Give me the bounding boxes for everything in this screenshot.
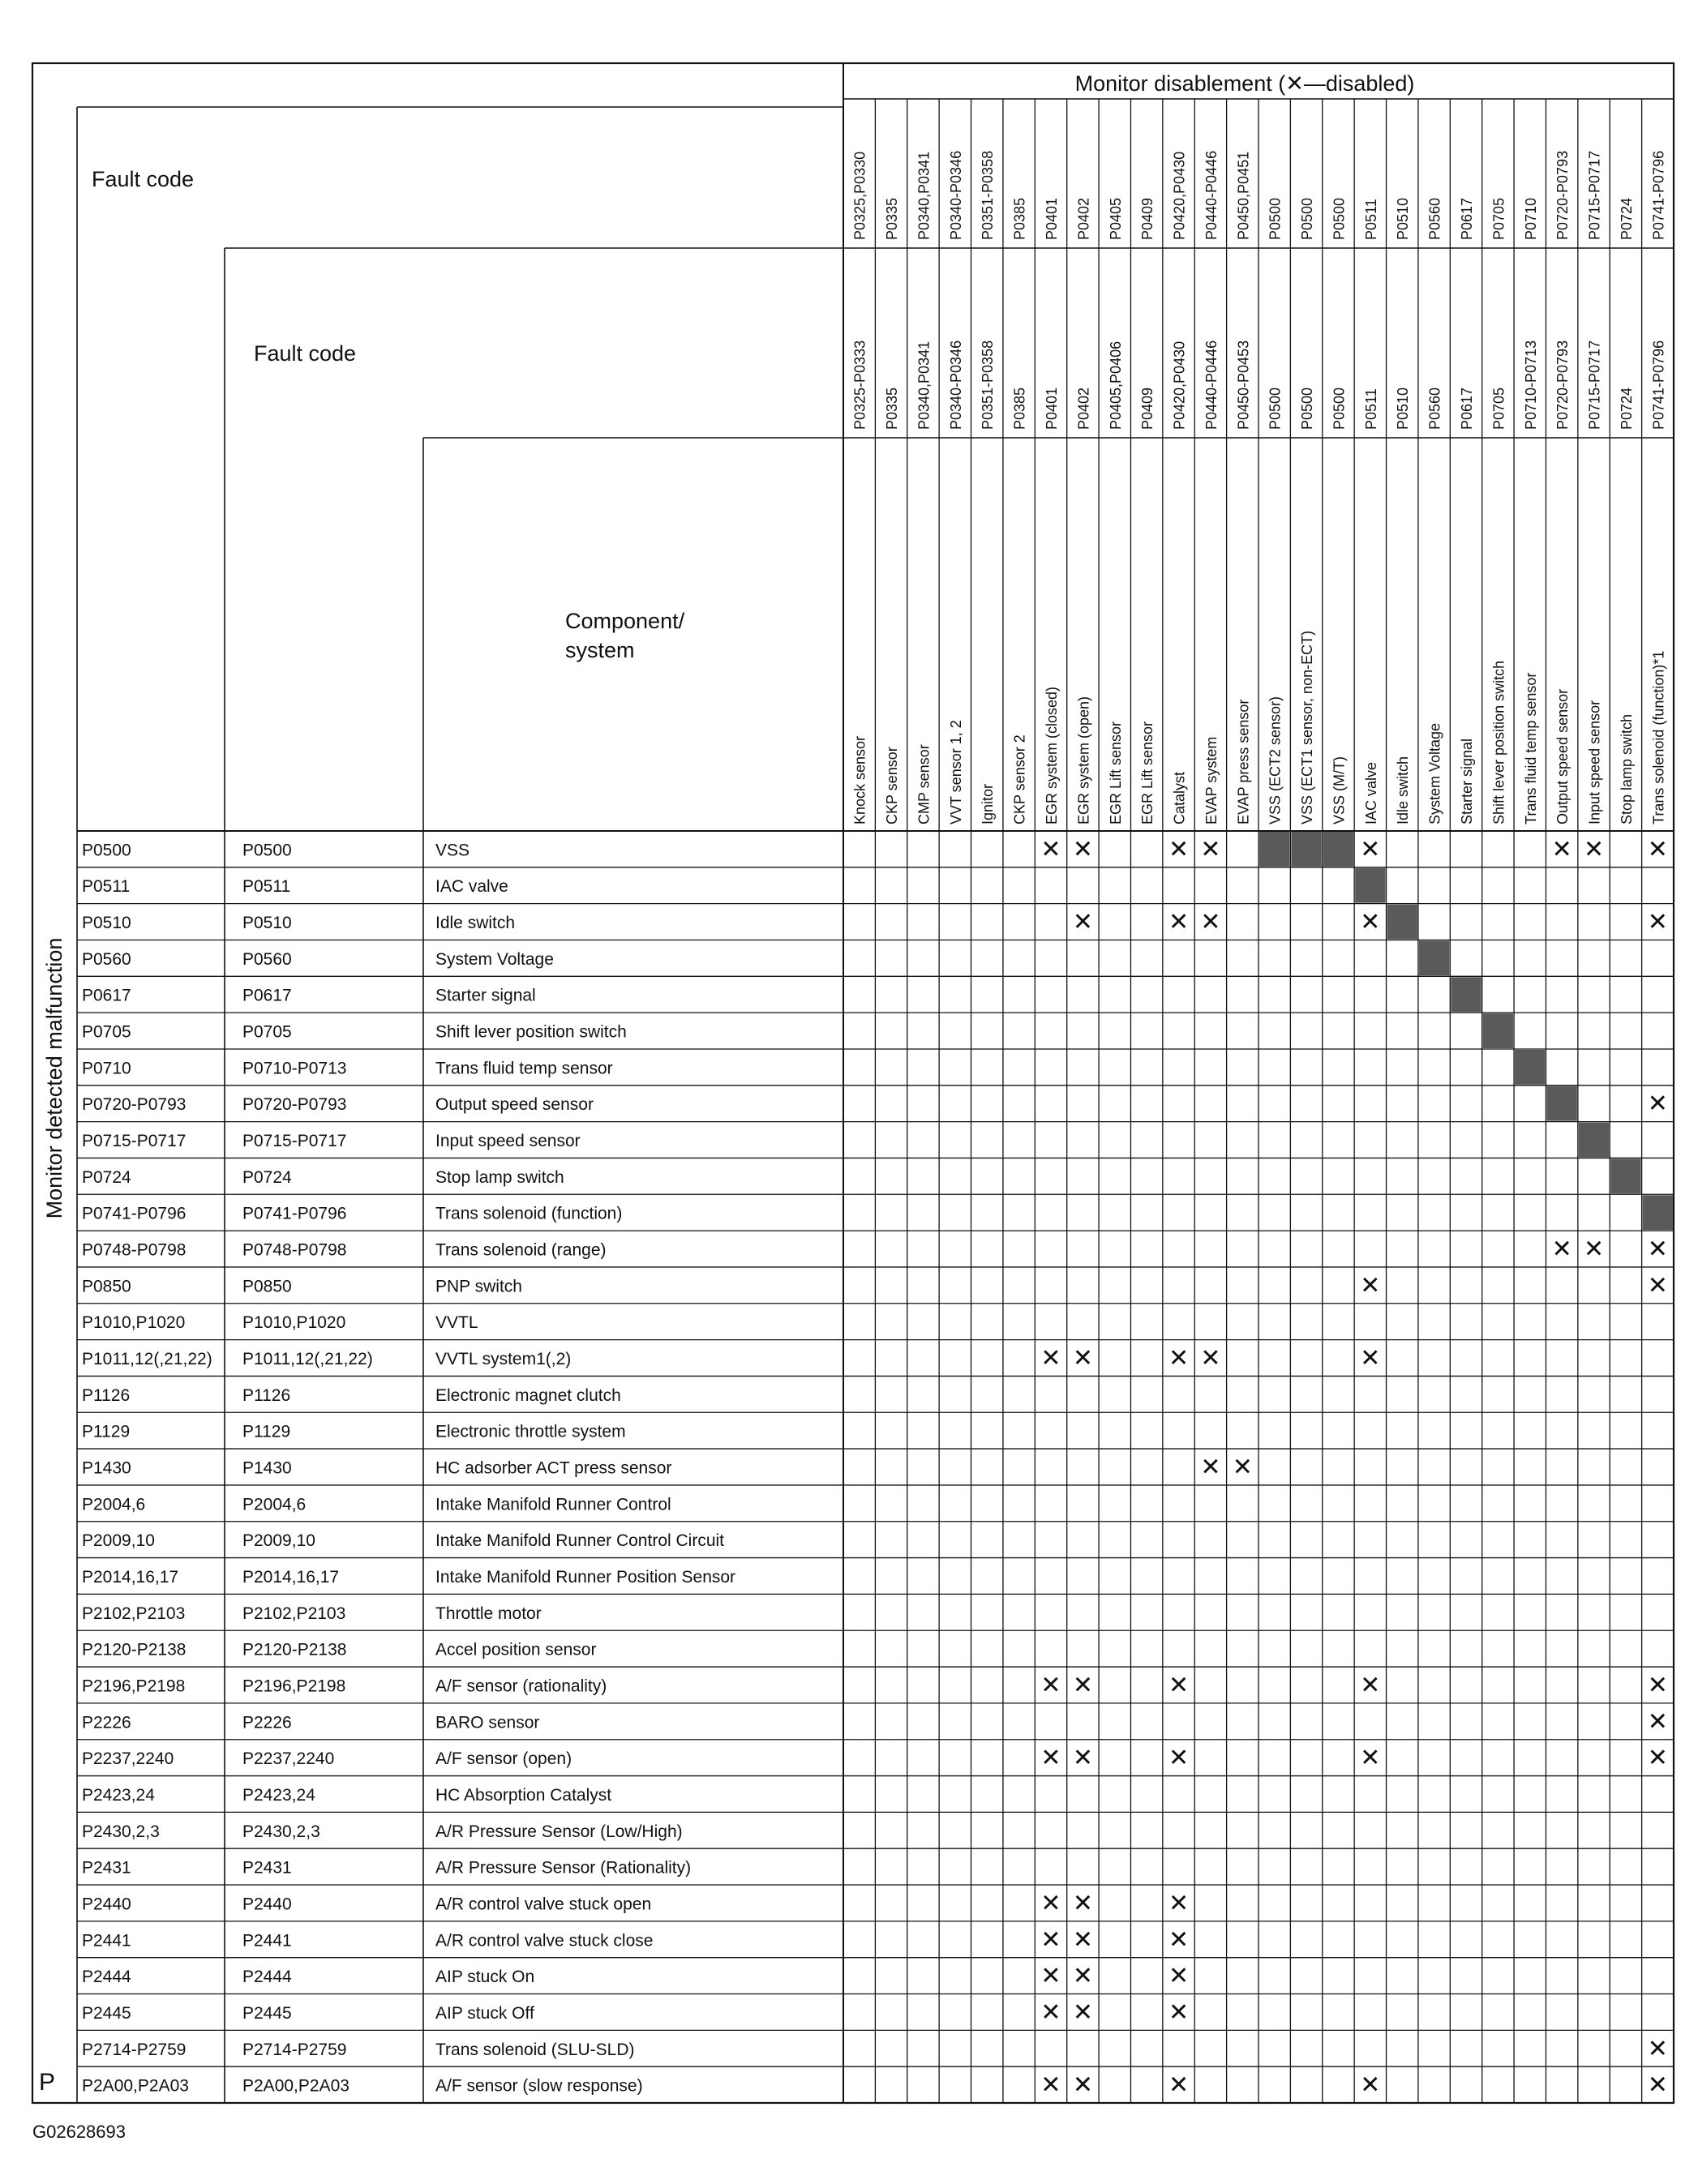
row-fault-code-1: P1126 <box>82 1385 131 1405</box>
column-component-name: CKP sensor <box>884 747 901 824</box>
row-component: Output speed sensor <box>435 1095 594 1115</box>
disabled-mark: ✕ <box>1072 2071 1093 2099</box>
disabled-mark: ✕ <box>1040 1926 1061 1954</box>
column-code-mid: P0340-P0346 <box>947 340 964 430</box>
disabled-mark: ✕ <box>1072 909 1093 936</box>
column-code-mid: P0500 <box>1331 387 1348 430</box>
row-component: HC adsorber ACT press sensor <box>435 1458 672 1478</box>
column-code-mid: P0351-P0358 <box>980 340 997 430</box>
disabled-mark: ✕ <box>1647 1272 1668 1300</box>
disabled-mark: ✕ <box>1168 1890 1190 1917</box>
column-code-top: P0617 <box>1459 197 1475 240</box>
shaded-cell <box>1579 1123 1609 1158</box>
disabled-mark: ✕ <box>1072 1998 1093 2026</box>
column-code-mid: P0450-P0453 <box>1235 340 1252 430</box>
fault-code-header-mid: Fault code <box>254 341 357 366</box>
disabled-mark: ✕ <box>1072 1745 1093 1772</box>
column-component-name: VVT sensor 1, 2 <box>947 720 964 824</box>
row-component: Input speed sensor <box>435 1132 581 1151</box>
shaded-cell <box>1515 1050 1545 1085</box>
image-id-label: G02628693 <box>32 2122 126 2142</box>
column-component-name: Knock sensor <box>851 735 868 824</box>
row-fault-code-2: P2102,P2103 <box>242 1604 346 1623</box>
column-code-top: P0351-P0358 <box>980 150 997 240</box>
row-fault-code-1: P1430 <box>82 1458 131 1478</box>
row-fault-code-1: P2423,24 <box>82 1785 155 1805</box>
column-component-name: CKP sensor 2 <box>1011 734 1028 824</box>
disabled-mark: ✕ <box>1647 1090 1668 1118</box>
column-code-mid: P0705 <box>1490 387 1507 430</box>
row-fault-code-2: P2237,2240 <box>242 1749 335 1769</box>
row-component: PNP switch <box>435 1277 522 1296</box>
row-component: A/F sensor (slow response) <box>435 2076 643 2096</box>
row-fault-code-2: P2714-P2759 <box>242 2040 347 2059</box>
column-code-top: P0340,P0341 <box>915 151 933 240</box>
row-fault-code-1: P0510 <box>82 914 131 933</box>
disabled-mark: ✕ <box>1583 836 1605 863</box>
row-fault-code-1: P0720-P0793 <box>82 1095 187 1115</box>
disabled-mark: ✕ <box>1072 1926 1093 1954</box>
row-component: A/R Pressure Sensor (Low/High) <box>435 1822 683 1841</box>
row-fault-code-1: P1129 <box>82 1422 131 1441</box>
row-component: Electronic throttle system <box>435 1422 626 1441</box>
row-fault-code-1: P0511 <box>82 877 131 897</box>
row-fault-code-2: P0748-P0798 <box>242 1240 347 1260</box>
disabled-mark: ✕ <box>1232 1454 1253 1481</box>
column-component-name: Ignitor <box>980 783 997 824</box>
disabled-mark: ✕ <box>1040 1998 1061 2026</box>
row-fault-code-1: P2009,10 <box>82 1531 155 1551</box>
column-component-name: EVAP press sensor <box>1235 699 1252 824</box>
row-fault-code-2: P2445 <box>242 2003 292 2023</box>
disabled-mark: ✕ <box>1647 1672 1668 1699</box>
component-system-header-line1: Component/ <box>565 609 685 633</box>
row-component: Starter signal <box>435 986 536 1005</box>
row-component: Intake Manifold Runner Position Sensor <box>435 1567 736 1587</box>
disabled-mark: ✕ <box>1647 1708 1668 1736</box>
row-component: Accel position sensor <box>435 1640 597 1659</box>
row-component: AIP stuck Off <box>435 2003 534 2023</box>
disabled-mark: ✕ <box>1040 1672 1061 1699</box>
row-fault-code-1: P2226 <box>82 1713 131 1732</box>
row-fault-code-2: P0560 <box>242 949 292 969</box>
row-fault-code-2: P0710-P0713 <box>242 1059 347 1078</box>
row-component: VSS <box>435 841 470 860</box>
row-fault-code-1: P0617 <box>82 986 131 1005</box>
row-fault-code-2: P2120-P2138 <box>242 1640 347 1659</box>
disabled-mark: ✕ <box>1360 1672 1381 1699</box>
row-fault-code-1: P2430,2,3 <box>82 1822 160 1841</box>
column-code-top: P0450,P0451 <box>1235 151 1252 240</box>
disabled-mark: ✕ <box>1647 1745 1668 1772</box>
disabled-mark: ✕ <box>1551 836 1572 863</box>
row-fault-code-1: P0748-P0798 <box>82 1240 187 1260</box>
shaded-cell <box>1610 1158 1640 1193</box>
disabled-mark: ✕ <box>1200 1345 1221 1372</box>
column-code-top: P0510 <box>1395 197 1412 240</box>
shaded-cell <box>1387 905 1417 940</box>
disabled-mark: ✕ <box>1647 2035 1668 2062</box>
row-fault-code-1: P2431 <box>82 1858 131 1878</box>
shaded-cell <box>1323 832 1353 867</box>
column-code-mid: P0710-P0713 <box>1522 340 1539 430</box>
column-code-top: P0409 <box>1139 197 1156 240</box>
column-component-name: EGR system (open) <box>1075 696 1092 824</box>
row-fault-code-2: P2441 <box>242 1931 292 1951</box>
column-code-mid: P0560 <box>1426 387 1443 430</box>
row-component: A/R Pressure Sensor (Rationality) <box>435 1858 692 1878</box>
row-fault-code-1: P0705 <box>82 1022 131 1042</box>
row-component: Shift lever position switch <box>435 1022 627 1042</box>
row-fault-code-1: P2445 <box>82 2003 131 2023</box>
row-component: Trans solenoid (range) <box>435 1240 607 1260</box>
column-code-top: P0715-P0717 <box>1586 150 1603 240</box>
corner-mark: P <box>39 2069 56 2096</box>
column-code-mid: P0500 <box>1267 387 1284 430</box>
row-component: HC Absorption Catalyst <box>435 1785 612 1805</box>
column-code-top: P0325,P0330 <box>851 151 868 240</box>
column-component-name: EVAP system <box>1203 736 1220 824</box>
column-component-name: Output speed sensor <box>1554 688 1572 824</box>
row-component: Intake Manifold Runner Control Circuit <box>435 1531 724 1551</box>
row-fault-code-2: P0617 <box>242 986 292 1005</box>
column-code-top: P0405 <box>1107 197 1124 240</box>
column-code-top: P0560 <box>1426 197 1443 240</box>
row-fault-code-1: P0560 <box>82 949 131 969</box>
row-fault-code-1: P0724 <box>82 1167 131 1187</box>
disabled-mark: ✕ <box>1647 836 1668 863</box>
disabled-mark: ✕ <box>1360 1345 1381 1372</box>
column-code-mid: P0720-P0793 <box>1554 340 1572 430</box>
row-fault-code-1: P0710 <box>82 1059 131 1078</box>
row-fault-code-2: P2226 <box>242 1713 292 1732</box>
column-component-name: VSS (ECT1 sensor, non-ECT) <box>1299 630 1316 824</box>
row-component: A/R control valve stuck open <box>435 1895 652 1914</box>
row-fault-code-1: P2440 <box>82 1895 131 1914</box>
row-component: Throttle motor <box>435 1604 542 1623</box>
disabled-mark: ✕ <box>1168 1745 1190 1772</box>
disabled-mark: ✕ <box>1360 1272 1381 1300</box>
row-fault-code-2: P1430 <box>242 1458 292 1478</box>
column-code-mid: P0340,P0341 <box>915 340 933 430</box>
row-component: BARO sensor <box>435 1713 540 1732</box>
shaded-cell <box>1259 832 1289 867</box>
row-fault-code-1: P2A00,P2A03 <box>82 2076 189 2096</box>
fault-code-header-top: Fault code <box>92 167 195 191</box>
disabled-mark: ✕ <box>1040 836 1061 863</box>
column-component-name: VSS (ECT2 sensor) <box>1267 696 1284 824</box>
row-fault-code-1: P1010,P1020 <box>82 1313 186 1333</box>
column-code-mid: P0741-P0796 <box>1650 340 1667 430</box>
disabled-mark: ✕ <box>1168 1672 1190 1699</box>
column-code-mid: P0420,P0430 <box>1171 340 1188 430</box>
row-fault-code-1: P2014,16,17 <box>82 1567 179 1587</box>
disabled-mark: ✕ <box>1168 909 1190 936</box>
disabled-mark: ✕ <box>1168 1345 1190 1372</box>
column-component-name: Trans fluid temp sensor <box>1522 672 1539 824</box>
column-code-mid: P0724 <box>1618 387 1635 430</box>
monitor-disablement-heading: Monitor disablement (✕—disabled) <box>1074 71 1415 96</box>
column-code-top: P0720-P0793 <box>1554 150 1572 240</box>
disabled-mark: ✕ <box>1647 909 1668 936</box>
row-component: VVTL system1(,2) <box>435 1350 572 1369</box>
row-component: VVTL <box>435 1313 478 1333</box>
disabled-mark: ✕ <box>1168 2071 1190 2099</box>
shaded-cell <box>1419 940 1449 975</box>
row-fault-code-1: P0850 <box>82 1277 131 1296</box>
row-fault-code-1: P0500 <box>82 841 131 860</box>
row-component: Trans solenoid (function) <box>435 1204 623 1223</box>
disabled-mark: ✕ <box>1040 1745 1061 1772</box>
disabled-mark: ✕ <box>1168 1926 1190 1954</box>
disabled-mark: ✕ <box>1551 1235 1572 1263</box>
row-fault-code-2: P2014,16,17 <box>242 1567 340 1587</box>
row-component: IAC valve <box>435 877 508 897</box>
row-component: Trans fluid temp sensor <box>435 1059 613 1078</box>
row-component: Stop lamp switch <box>435 1167 564 1187</box>
column-code-top: P0705 <box>1490 197 1507 240</box>
row-fault-code-2: P2444 <box>242 1968 292 1987</box>
column-code-mid: P0617 <box>1459 387 1475 430</box>
column-code-mid: P0335 <box>884 387 901 430</box>
disabled-mark: ✕ <box>1360 909 1381 936</box>
disabled-mark: ✕ <box>1040 1963 1061 1990</box>
column-code-mid: P0325-P0333 <box>851 340 868 430</box>
column-component-name: System Voltage <box>1426 722 1443 824</box>
row-fault-code-2: P1129 <box>242 1422 291 1441</box>
column-code-mid: P0715-P0717 <box>1586 340 1603 430</box>
disabled-mark: ✕ <box>1200 909 1221 936</box>
component-system-header-line2: system <box>565 638 635 662</box>
row-fault-code-2: P1011,12(,21,22) <box>242 1350 373 1369</box>
column-component-name: EGR system (closed) <box>1044 686 1060 824</box>
disabled-mark: ✕ <box>1360 2071 1381 2099</box>
row-component: Intake Manifold Runner Control <box>435 1495 671 1514</box>
row-fault-code-2: P2430,2,3 <box>242 1822 320 1841</box>
row-component: A/F sensor (open) <box>435 1749 572 1769</box>
column-code-mid: P0401 <box>1044 387 1060 430</box>
column-code-mid: P0405,P0406 <box>1107 340 1124 430</box>
row-fault-code-1: P2444 <box>82 1968 131 1987</box>
row-fault-code-2: P2431 <box>242 1858 292 1878</box>
column-code-top: P0340-P0346 <box>947 150 964 240</box>
column-code-top: P0385 <box>1011 197 1028 240</box>
disabled-mark: ✕ <box>1200 836 1221 863</box>
column-code-top: P0511 <box>1362 199 1379 240</box>
column-code-top: P0500 <box>1267 197 1284 240</box>
column-component-name: Idle switch <box>1395 756 1412 824</box>
column-code-top: P0500 <box>1331 197 1348 240</box>
row-fault-code-2: P0724 <box>242 1167 292 1187</box>
column-component-name: VSS (M/T) <box>1331 756 1348 824</box>
disabled-mark: ✕ <box>1583 1235 1605 1263</box>
disabled-mark: ✕ <box>1168 836 1190 863</box>
disabled-mark: ✕ <box>1647 1235 1668 1263</box>
disabled-mark: ✕ <box>1040 1890 1061 1917</box>
column-code-top: P0420,P0430 <box>1171 151 1188 240</box>
disabled-mark: ✕ <box>1072 836 1093 863</box>
column-component-name: Stop lamp switch <box>1618 713 1635 824</box>
column-component-name: Trans solenoid (function)*1 <box>1650 650 1667 824</box>
row-fault-code-2: P2423,24 <box>242 1785 315 1805</box>
row-fault-code-2: P0720-P0793 <box>242 1095 347 1115</box>
row-fault-code-2: P0850 <box>242 1277 292 1296</box>
disabled-mark: ✕ <box>1072 1345 1093 1372</box>
row-fault-code-2: P0510 <box>242 914 292 933</box>
row-fault-code-2: P1010,P1020 <box>242 1313 346 1333</box>
row-fault-code-1: P2714-P2759 <box>82 2040 187 2059</box>
row-fault-code-1: P2237,2240 <box>82 1749 174 1769</box>
column-code-top: P0402 <box>1075 197 1092 240</box>
column-component-name: Input speed sensor <box>1586 700 1603 824</box>
shaded-cell <box>1643 1195 1673 1230</box>
column-code-top: P0724 <box>1618 197 1635 240</box>
column-code-mid: P0402 <box>1075 387 1092 430</box>
disabled-mark: ✕ <box>1168 1998 1190 2026</box>
shaded-cell <box>1451 977 1481 1012</box>
disabled-mark: ✕ <box>1072 1890 1093 1917</box>
row-fault-code-2: P2440 <box>242 1895 292 1914</box>
column-code-top: P0500 <box>1299 197 1316 240</box>
row-fault-code-2: P2196,P2198 <box>242 1677 346 1696</box>
shaded-cell <box>1355 868 1385 903</box>
column-code-top: P0335 <box>884 197 901 240</box>
column-code-mid: P0510 <box>1395 387 1412 430</box>
shaded-cell <box>1291 832 1321 867</box>
row-fault-code-2: P2004,6 <box>242 1495 307 1514</box>
column-code-top: P0440-P0446 <box>1203 150 1220 240</box>
column-code-mid: P0409 <box>1139 387 1156 430</box>
row-component: System Voltage <box>435 949 554 969</box>
row-fault-code-2: P1126 <box>242 1385 291 1405</box>
row-component: A/R control valve stuck close <box>435 1931 654 1951</box>
row-fault-code-2: P2A00,P2A03 <box>242 2076 349 2096</box>
disabled-mark: ✕ <box>1072 1963 1093 1990</box>
row-fault-code-2: P0511 <box>242 877 291 897</box>
column-code-mid: P0511 <box>1362 388 1379 430</box>
column-component-name: Shift lever position switch <box>1490 660 1507 824</box>
disabled-mark: ✕ <box>1040 2071 1061 2099</box>
row-fault-code-2: P0741-P0796 <box>242 1204 347 1223</box>
column-component-name: Starter signal <box>1459 738 1475 824</box>
row-fault-code-2: P0705 <box>242 1022 292 1042</box>
column-code-mid: P0440-P0446 <box>1203 340 1220 430</box>
disabled-mark: ✕ <box>1647 2071 1668 2099</box>
column-code-top: P0741-P0796 <box>1650 150 1667 240</box>
row-component: Electronic magnet clutch <box>435 1385 621 1405</box>
row-fault-code-1: P0741-P0796 <box>82 1204 187 1223</box>
row-fault-code-1: P1011,12(,21,22) <box>82 1350 212 1369</box>
disabled-mark: ✕ <box>1360 836 1381 863</box>
row-component: A/F sensor (rationality) <box>435 1677 607 1696</box>
column-code-top: P0401 <box>1044 197 1060 240</box>
row-fault-code-1: P2441 <box>82 1931 131 1951</box>
column-component-name: CMP sensor <box>915 744 933 824</box>
column-component-name: EGR Lift sensor <box>1139 721 1156 824</box>
row-component: Trans solenoid (SLU-SLD) <box>435 2040 635 2059</box>
row-fault-code-1: P2102,P2103 <box>82 1604 186 1623</box>
row-component: Idle switch <box>435 914 516 933</box>
column-component-name: EGR Lift sensor <box>1107 721 1124 824</box>
row-component: AIP stuck On <box>435 1968 535 1987</box>
shaded-cell <box>1546 1086 1576 1121</box>
monitor-detected-malfunction-label: Monitor detected malfunction <box>42 937 66 1219</box>
row-fault-code-2: P0715-P0717 <box>242 1132 347 1151</box>
disabled-mark: ✕ <box>1168 1963 1190 1990</box>
row-fault-code-1: P0715-P0717 <box>82 1132 187 1151</box>
column-code-mid: P0385 <box>1011 387 1028 430</box>
row-fault-code-1: P2004,6 <box>82 1495 146 1514</box>
disabled-mark: ✕ <box>1072 1672 1093 1699</box>
row-fault-code-1: P2120-P2138 <box>82 1640 187 1659</box>
row-fault-code-1: P2196,P2198 <box>82 1677 186 1696</box>
disabled-mark: ✕ <box>1040 1345 1061 1372</box>
shaded-cell <box>1483 1013 1513 1048</box>
column-code-top: P0710 <box>1522 197 1539 240</box>
disabled-mark: ✕ <box>1360 1745 1381 1772</box>
column-code-mid: P0500 <box>1299 387 1316 430</box>
disabled-mark: ✕ <box>1200 1454 1221 1481</box>
row-fault-code-2: P0500 <box>242 841 292 860</box>
column-component-name: Catalyst <box>1171 771 1188 824</box>
row-fault-code-2: P2009,10 <box>242 1531 315 1551</box>
column-component-name: IAC valve <box>1362 761 1379 824</box>
